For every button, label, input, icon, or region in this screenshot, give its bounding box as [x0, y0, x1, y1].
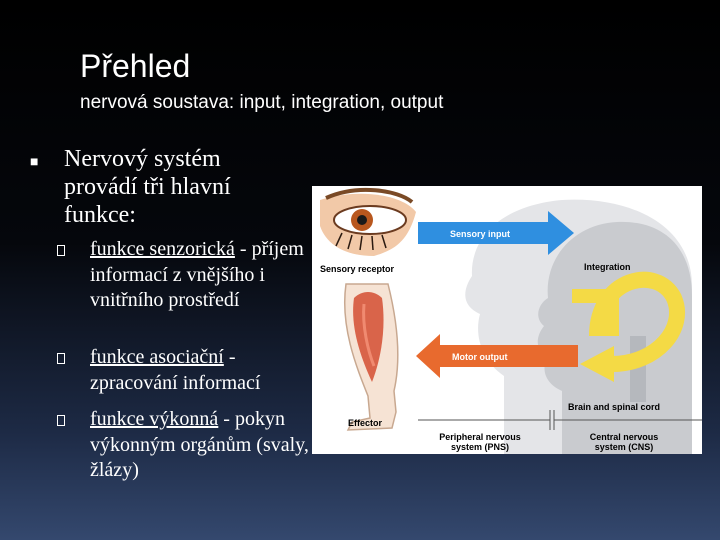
sub-bullet-sensory — [70, 237, 310, 314]
motor-output-label: Motor output — [452, 352, 508, 362]
sub-bullet-text: - zpracování informací — [90, 346, 261, 394]
slide-title: Přehled — [80, 48, 191, 84]
sub-bullet-term: funkce asociační — [90, 346, 224, 368]
sub-bullet-term: funkce výkonná — [90, 408, 219, 430]
sensory-receptor-label: Sensory receptor — [320, 264, 395, 274]
integration-label: Integration — [584, 262, 631, 272]
pupil — [357, 215, 367, 225]
square-bullet-icon: ■ — [30, 155, 39, 170]
sensory-input-label: Sensory input — [450, 229, 511, 239]
hollow-square-bullet-icon — [57, 415, 65, 426]
main-bullet-text: Nervový systém provádí tři hlavní funkce: — [64, 146, 231, 228]
sub-bullet-association — [70, 345, 310, 396]
sub-bullet-text: - pokyn výkonným orgánům (svaly, žlázy) — [90, 408, 309, 481]
slide-subtitle: nervová soustava: input, integration, output — [80, 92, 444, 113]
effector-label: Effector — [348, 418, 383, 428]
nervous-system-figure — [312, 186, 702, 454]
hollow-square-bullet-icon — [57, 353, 65, 364]
main-bullet — [30, 145, 280, 229]
brain-spinal-label: Brain and spinal cord — [568, 402, 661, 412]
sub-bullet-term: funkce senzorická — [90, 238, 235, 260]
cns-label-line2: system (CNS) — [594, 442, 654, 452]
sub-bullet-text: - příjem informací z vnějšího i vnitřního prostředí — [90, 238, 304, 311]
hollow-square-bullet-icon — [57, 245, 65, 256]
cns-label-line1: Central nervous — [589, 432, 659, 442]
sub-bullet-executive — [70, 407, 320, 484]
pns-label-line2: system (PNS) — [450, 442, 510, 452]
pns-label-line1: Peripheral nervous — [439, 432, 521, 442]
